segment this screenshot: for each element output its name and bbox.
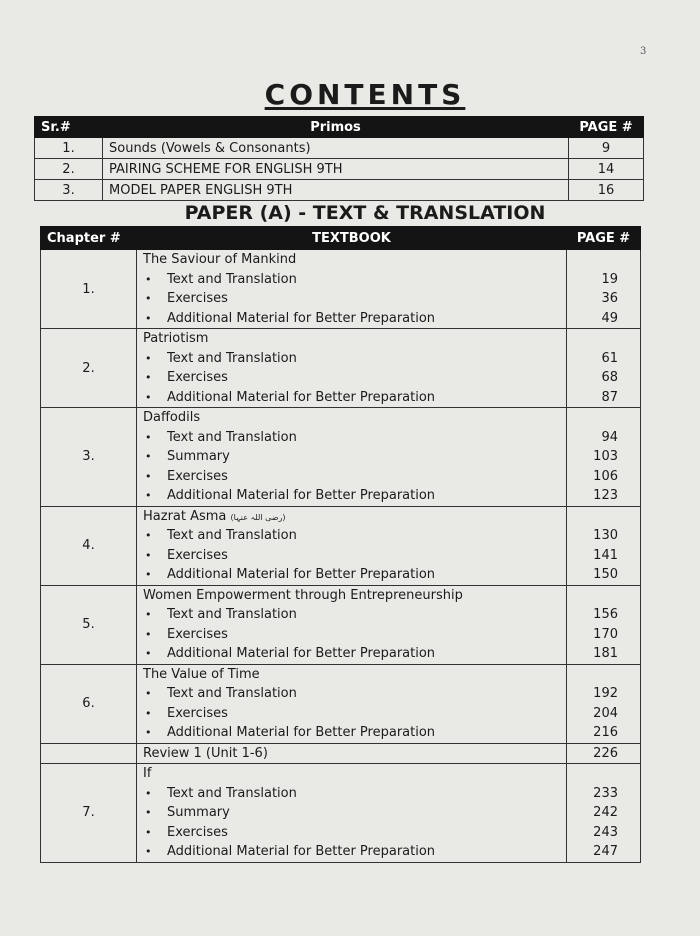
chapter-item-text: Additional Material for Better Preparation <box>167 844 436 859</box>
chapter-title-text: Hazrat Asma <box>143 508 227 524</box>
chapter-row <box>41 664 641 743</box>
chapter-pages <box>567 408 641 507</box>
chapter-item <box>137 823 566 843</box>
page-spacer <box>567 586 640 606</box>
chapter-pages <box>567 664 641 743</box>
chapter-item <box>137 803 566 823</box>
row-title: Sounds (Vowels & Consonants) <box>103 138 569 159</box>
chapter-number: 6. <box>41 664 137 743</box>
chapter-item-page: 49 <box>601 310 618 326</box>
chapter-title-text: The Value of Time <box>143 666 260 682</box>
chapter-row <box>41 764 641 863</box>
bullet-icon: • <box>145 806 152 819</box>
chapter-pages <box>567 506 641 585</box>
chapter-item-page: 36 <box>601 291 618 306</box>
chapter-item-page: 68 <box>601 370 618 385</box>
chapter-item-page: 216 <box>593 725 618 740</box>
chapter-item-page: 233 <box>593 785 618 801</box>
chapter-item <box>137 842 566 862</box>
chapter-title-text: Patriotism <box>143 331 209 346</box>
bullet-icon: • <box>145 371 152 384</box>
review-page-cell <box>567 743 641 764</box>
bullet-icon: • <box>145 627 152 641</box>
chapter-number: 7. <box>41 764 137 863</box>
header-page: PAGE # <box>569 117 644 138</box>
chapter-contents <box>137 408 567 507</box>
chapter-item-text: Additional Material for Better Preparation <box>167 567 436 582</box>
row-sr: 1. <box>35 138 103 159</box>
chapter-item <box>137 625 566 645</box>
chapter-pages <box>567 329 641 408</box>
paper-a-title: PAPER (A) - TEXT & TRANSLATION <box>184 202 546 224</box>
chapter-item-page: 192 <box>593 686 618 701</box>
primos-header-row <box>35 117 644 138</box>
chapter-item-text: Additional Material for Better Preparation <box>167 310 436 326</box>
chapter-item-text: Summary <box>167 449 230 464</box>
row-page: 9 <box>569 138 644 159</box>
chapter-item <box>137 565 566 585</box>
bullet-icon: • <box>145 450 152 463</box>
bullet-icon: • <box>145 647 152 660</box>
chapter-item-text: Exercises <box>167 468 228 484</box>
review-row <box>41 743 641 764</box>
chapter-item-page: 123 <box>593 488 618 503</box>
chapter-item <box>137 605 566 625</box>
chapter-contents <box>137 250 567 329</box>
contents-title: CONTENTS <box>264 78 466 111</box>
chapter-item-text: Exercises <box>167 824 228 840</box>
chapter-title <box>137 408 566 428</box>
bullet-icon: • <box>145 272 152 286</box>
chapter-item <box>137 428 566 448</box>
chapter-item-page: 87 <box>601 389 618 405</box>
chapter-item-page: 94 <box>601 429 618 445</box>
chapter-item <box>137 368 566 388</box>
chapter-item-page: 19 <box>601 271 618 287</box>
chapter-contents <box>137 664 567 743</box>
chapter-pages <box>567 585 641 664</box>
row-page: 14 <box>569 159 644 180</box>
chapter-item-page: 247 <box>593 844 618 859</box>
header-chapter: Chapter # <box>41 227 137 250</box>
page-spacer <box>567 250 640 270</box>
chapter-title-text: Women Empowerment through Entrepreneurship <box>143 587 463 603</box>
chapter-item-page: 141 <box>593 547 618 563</box>
table-row <box>35 159 644 180</box>
chapter-item-text: Text and Translation <box>167 528 297 543</box>
chapter-item-page: 242 <box>593 805 618 820</box>
chapter-item <box>137 270 566 290</box>
chapter-title-text: Daffodils <box>143 410 201 425</box>
chapter-contents <box>137 585 567 664</box>
chapter-item <box>137 526 566 546</box>
chapter-row <box>41 506 641 585</box>
chapter-item-text: Exercises <box>167 626 228 642</box>
chapter-item <box>137 784 566 804</box>
chapter-item-page: 150 <box>593 567 618 582</box>
chapter-title-text: The Saviour of Mankind <box>143 252 297 267</box>
bullet-icon: • <box>145 786 152 800</box>
chapter-item-page: 106 <box>593 468 618 484</box>
chapter-pages <box>567 764 641 863</box>
bullet-icon: • <box>145 608 152 621</box>
chapter-contents <box>137 764 567 863</box>
chapter-item-text: Additional Material for Better Preparation <box>167 646 436 661</box>
page-spacer <box>567 329 640 349</box>
chapter-item-page: 130 <box>593 528 618 543</box>
chapter-title <box>137 507 566 527</box>
chapter-pages <box>567 250 641 329</box>
chapter-title <box>137 764 566 784</box>
bullet-icon: • <box>145 351 152 365</box>
textbook-body <box>41 250 641 863</box>
chapter-number: 2. <box>41 329 137 408</box>
chapter-item-text: Text and Translation <box>167 350 297 366</box>
bullet-icon: • <box>145 825 152 839</box>
chapter-row <box>41 250 641 329</box>
chapter-title-suffix: (رضی اللہ عنہا) <box>230 512 286 522</box>
header-textbook: TEXTBOOK <box>137 227 567 250</box>
chapter-item-text: Exercises <box>167 291 228 306</box>
review-label-cell <box>137 743 567 764</box>
chapter-item-page: 61 <box>601 350 618 366</box>
chapter-item-text: Additional Material for Better Preparation <box>167 725 436 740</box>
textbook-header-row <box>41 227 641 250</box>
header-sr: Sr.# <box>35 117 103 138</box>
page-spacer <box>567 665 640 685</box>
chapter-item-text: Exercises <box>167 547 228 563</box>
chapter-item-text: Text and Translation <box>167 785 297 801</box>
page-spacer <box>567 764 640 784</box>
chapter-number: 3. <box>41 408 137 507</box>
chapter-item-text: Text and Translation <box>167 686 297 701</box>
page-spacer <box>567 408 640 428</box>
page-number: 3 <box>640 46 647 57</box>
bullet-icon: • <box>145 529 152 542</box>
chapter-item-page: 181 <box>593 646 618 661</box>
chapter-item-text: Exercises <box>167 705 228 721</box>
chapter-contents <box>137 329 567 408</box>
chapter-row <box>41 408 641 507</box>
chapter-item-page: 204 <box>593 705 618 721</box>
chapter-item <box>137 349 566 369</box>
chapter-contents <box>137 506 567 585</box>
header-page: PAGE # <box>567 227 641 250</box>
header-primos: Primos <box>103 117 569 138</box>
table-row <box>35 138 644 159</box>
bullet-icon: • <box>145 568 152 581</box>
chapter-item <box>137 684 566 704</box>
chapter-item <box>137 309 566 329</box>
bullet-icon: • <box>145 311 152 325</box>
chapter-item <box>137 644 566 664</box>
bullet-icon: • <box>145 726 152 739</box>
page-spacer <box>567 507 640 527</box>
chapter-item <box>137 388 566 408</box>
chapter-item-page: 156 <box>593 607 618 622</box>
chapter-item <box>137 289 566 309</box>
bullet-icon: • <box>145 548 152 562</box>
review-blank <box>41 743 137 764</box>
table-row <box>35 180 644 201</box>
chapter-item <box>137 546 566 566</box>
chapter-item-text: Text and Translation <box>167 429 297 445</box>
review-label: Review 1 (Unit 1-6) <box>143 745 268 761</box>
chapter-item <box>137 723 566 743</box>
bullet-icon: • <box>145 469 152 483</box>
chapter-item-page: 170 <box>593 626 618 642</box>
chapter-item <box>137 467 566 487</box>
primos-table <box>34 116 644 201</box>
row-title: MODEL PAPER ENGLISH 9TH <box>103 180 569 201</box>
chapter-item-text: Summary <box>167 805 230 820</box>
chapter-title <box>137 586 566 606</box>
bullet-icon: • <box>145 430 152 444</box>
chapter-number: 4. <box>41 506 137 585</box>
chapter-item-page: 103 <box>593 449 618 464</box>
chapter-row <box>41 585 641 664</box>
chapter-item-text: Additional Material for Better Preparation <box>167 488 436 503</box>
chapter-row <box>41 329 641 408</box>
chapter-item-text: Text and Translation <box>167 271 297 287</box>
bullet-icon: • <box>145 706 152 720</box>
review-page: 226 <box>593 745 618 761</box>
row-sr: 2. <box>35 159 103 180</box>
chapter-item <box>137 704 566 724</box>
chapter-item-page: 243 <box>593 824 618 840</box>
row-title: PAIRING SCHEME FOR ENGLISH 9TH <box>103 159 569 180</box>
chapter-title <box>137 250 566 270</box>
chapter-item-text: Additional Material for Better Preparation <box>167 389 436 405</box>
chapter-number: 5. <box>41 585 137 664</box>
bullet-icon: • <box>145 390 152 404</box>
row-sr: 3. <box>35 180 103 201</box>
chapter-title <box>137 665 566 685</box>
chapter-item-text: Exercises <box>167 370 228 385</box>
row-page: 16 <box>569 180 644 201</box>
bullet-icon: • <box>145 489 152 502</box>
chapter-number: 1. <box>41 250 137 329</box>
chapter-item-text: Text and Translation <box>167 607 297 622</box>
chapter-item <box>137 447 566 467</box>
textbook-table <box>40 226 641 863</box>
chapter-item <box>137 486 566 506</box>
bullet-icon: • <box>145 845 152 858</box>
bullet-icon: • <box>145 292 152 305</box>
chapter-title <box>137 329 566 349</box>
chapter-title-text: If <box>143 766 152 781</box>
bullet-icon: • <box>145 687 152 700</box>
